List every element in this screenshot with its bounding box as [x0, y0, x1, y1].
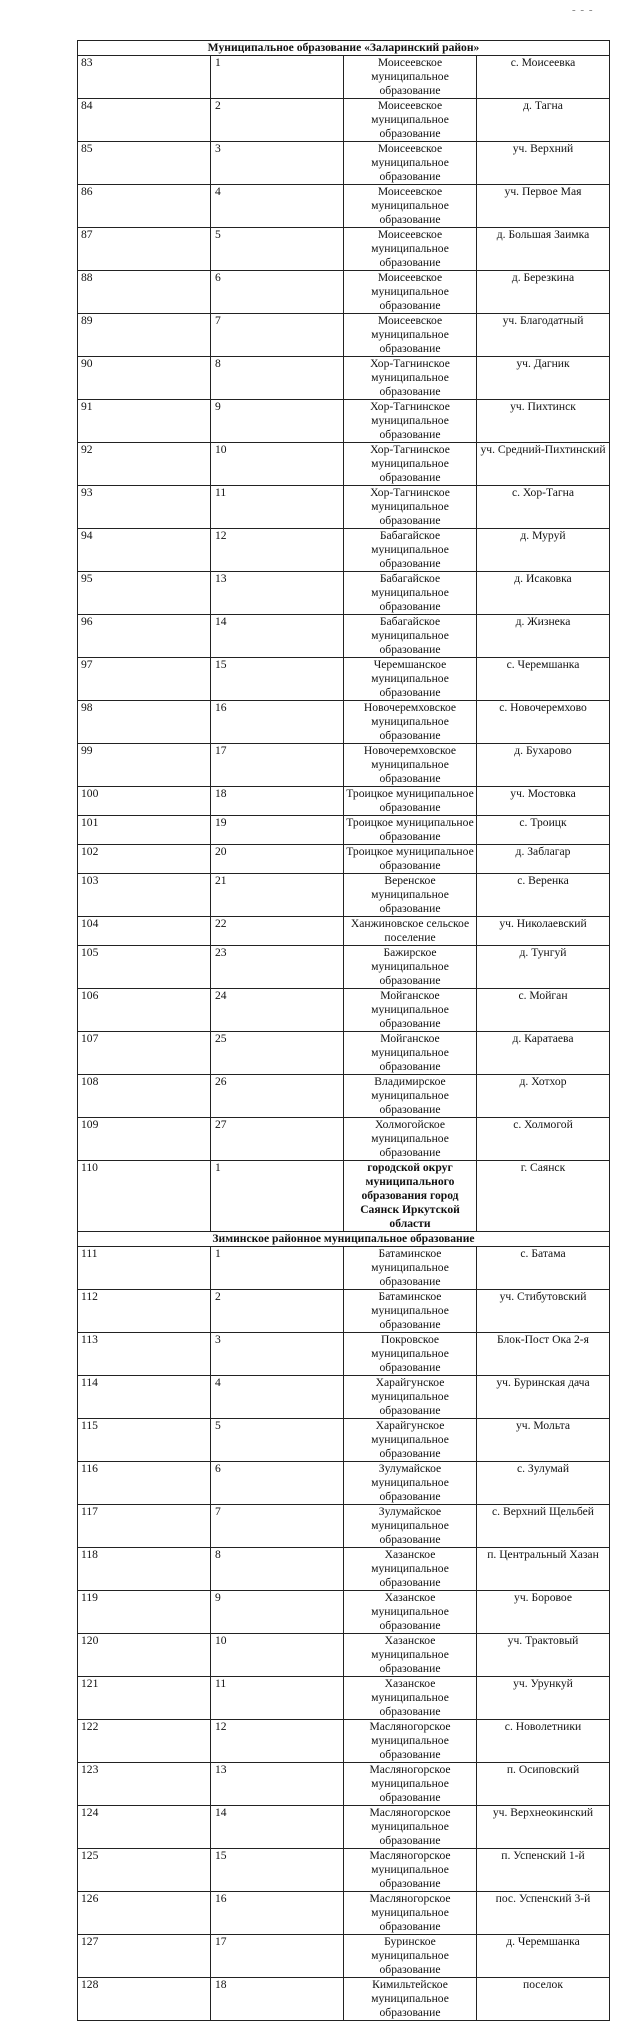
- row-subnumber: 4: [211, 1376, 344, 1419]
- municipality-name: Харайгунское муниципальное образование: [344, 1419, 477, 1462]
- row-subnumber: 26: [211, 1075, 344, 1118]
- settlement-name: уч. Благодатный: [477, 314, 610, 357]
- municipality-name: Мойганское муниципальное образование: [344, 989, 477, 1032]
- row-number: 100: [78, 787, 211, 816]
- row-number: 109: [78, 1118, 211, 1161]
- table-row: [78, 946, 610, 989]
- settlement-name: с. Троицк: [477, 816, 610, 845]
- settlement-name: с. Новолетники: [477, 1720, 610, 1763]
- municipality-name: Бажирское муниципальное образование: [344, 946, 477, 989]
- row-number: 91: [78, 400, 211, 443]
- table-row: [78, 142, 610, 185]
- row-subnumber: 18: [211, 787, 344, 816]
- row-subnumber: 2: [211, 99, 344, 142]
- settlement-name: уч. Буринская дача: [477, 1376, 610, 1419]
- row-subnumber: 15: [211, 658, 344, 701]
- table-row: [78, 1935, 610, 1978]
- table-row: [78, 816, 610, 845]
- settlement-name: уч. Пихтинск: [477, 400, 610, 443]
- row-number: 118: [78, 1548, 211, 1591]
- municipality-name: Веренское муниципальное образование: [344, 874, 477, 917]
- row-number: 83: [78, 56, 211, 99]
- municipality-name: Мойганское муниципальное образование: [344, 1032, 477, 1075]
- section-title: Зиминское районное муниципальное образование: [78, 1232, 610, 1247]
- settlement-name: с. Мойган: [477, 989, 610, 1032]
- settlement-name: д. Жизнека: [477, 615, 610, 658]
- row-subnumber: 22: [211, 917, 344, 946]
- table-row: [78, 701, 610, 744]
- municipality-name: Троицкое муниципальное образование: [344, 816, 477, 845]
- table-row: [78, 1548, 610, 1591]
- table-row: [78, 1720, 610, 1763]
- row-subnumber: 16: [211, 701, 344, 744]
- row-subnumber: 5: [211, 1419, 344, 1462]
- row-number: 113: [78, 1333, 211, 1376]
- table-row: [78, 1806, 610, 1849]
- municipality-name: Буринское муниципальное образование: [344, 1935, 477, 1978]
- settlement-name: с. Холмогой: [477, 1118, 610, 1161]
- row-number: 94: [78, 529, 211, 572]
- table-row: [78, 357, 610, 400]
- row-subnumber: 3: [211, 1333, 344, 1376]
- municipality-name: Владимирское муниципальное образование: [344, 1075, 477, 1118]
- settlement-name: д. Заблагар: [477, 845, 610, 874]
- row-number: 122: [78, 1720, 211, 1763]
- row-number: 127: [78, 1935, 211, 1978]
- row-subnumber: 16: [211, 1892, 344, 1935]
- table-row: [78, 443, 610, 486]
- row-number: 86: [78, 185, 211, 228]
- settlement-name: д. Бухарово: [477, 744, 610, 787]
- municipality-name: Моисеевское муниципальное образование: [344, 314, 477, 357]
- table-row: [78, 989, 610, 1032]
- row-subnumber: 8: [211, 357, 344, 400]
- row-number: 92: [78, 443, 211, 486]
- row-subnumber: 23: [211, 946, 344, 989]
- row-number: 89: [78, 314, 211, 357]
- row-number: 111: [78, 1247, 211, 1290]
- row-subnumber: 15: [211, 1849, 344, 1892]
- municipality-name: Харайгунское муниципальное образование: [344, 1376, 477, 1419]
- table-row: [78, 314, 610, 357]
- row-subnumber: 27: [211, 1118, 344, 1161]
- table-row: [78, 400, 610, 443]
- municipality-name: Черемшанское муниципальное образование: [344, 658, 477, 701]
- table-row: [78, 1978, 610, 2021]
- row-number: 98: [78, 701, 211, 744]
- row-subnumber: 9: [211, 400, 344, 443]
- municipality-name: Моисеевское муниципальное образование: [344, 56, 477, 99]
- row-subnumber: 17: [211, 1935, 344, 1978]
- row-subnumber: 2: [211, 1290, 344, 1333]
- municipality-name: городской округ муниципального образования город Саянск Иркутской области: [344, 1161, 477, 1232]
- table-row: [78, 787, 610, 816]
- municipality-name: Моисеевское муниципальное образование: [344, 185, 477, 228]
- table-row: [78, 572, 610, 615]
- row-number: 128: [78, 1978, 211, 2021]
- table-row: [78, 1419, 610, 1462]
- settlement-name: с. Веренка: [477, 874, 610, 917]
- municipality-name: Бабагайское муниципальное образование: [344, 615, 477, 658]
- row-subnumber: 7: [211, 314, 344, 357]
- row-number: 90: [78, 357, 211, 400]
- row-subnumber: 13: [211, 1763, 344, 1806]
- settlement-name: уч. Дагник: [477, 357, 610, 400]
- row-number: 87: [78, 228, 211, 271]
- row-subnumber: 10: [211, 1634, 344, 1677]
- municipality-name: Моисеевское муниципальное образование: [344, 228, 477, 271]
- row-number: 107: [78, 1032, 211, 1075]
- municipality-name: Моисеевское муниципальное образование: [344, 142, 477, 185]
- row-number: 99: [78, 744, 211, 787]
- municipality-name: Покровское муниципальное образование: [344, 1333, 477, 1376]
- row-subnumber: 18: [211, 1978, 344, 2021]
- municipality-name: Холмогойское муниципальное образование: [344, 1118, 477, 1161]
- row-number: 112: [78, 1290, 211, 1333]
- municipality-name: Кимильтейское муниципальное образование: [344, 1978, 477, 2021]
- row-number: 97: [78, 658, 211, 701]
- settlement-name: д. Большая Заимка: [477, 228, 610, 271]
- row-subnumber: 13: [211, 572, 344, 615]
- row-subnumber: 20: [211, 845, 344, 874]
- row-subnumber: 11: [211, 1677, 344, 1720]
- settlement-name: уч. Боровое: [477, 1591, 610, 1634]
- municipality-name: Хор-Тагнинское муниципальное образование: [344, 486, 477, 529]
- row-subnumber: 6: [211, 271, 344, 314]
- table-row: [78, 529, 610, 572]
- row-number: 123: [78, 1763, 211, 1806]
- municipality-name: Масляногорское муниципальное образование: [344, 1720, 477, 1763]
- row-number: 95: [78, 572, 211, 615]
- row-number: 121: [78, 1677, 211, 1720]
- row-number: 110: [78, 1161, 211, 1232]
- row-number: 117: [78, 1505, 211, 1548]
- row-number: 102: [78, 845, 211, 874]
- table-row: [78, 658, 610, 701]
- row-subnumber: 7: [211, 1505, 344, 1548]
- row-subnumber: 19: [211, 816, 344, 845]
- row-number: 85: [78, 142, 211, 185]
- row-subnumber: 12: [211, 529, 344, 572]
- municipality-name: Масляногорское муниципальное образование: [344, 1806, 477, 1849]
- row-number: 115: [78, 1419, 211, 1462]
- row-number: 101: [78, 816, 211, 845]
- municipality-name: Масляногорское муниципальное образование: [344, 1892, 477, 1935]
- row-subnumber: 4: [211, 185, 344, 228]
- municipality-name: Хор-Тагнинское муниципальное образование: [344, 443, 477, 486]
- row-number: 114: [78, 1376, 211, 1419]
- settlement-name: уч. Урункуй: [477, 1677, 610, 1720]
- table-row: [78, 1462, 610, 1505]
- municipality-name: Моисеевское муниципальное образование: [344, 271, 477, 314]
- table-row: [78, 99, 610, 142]
- table-row: [78, 1247, 610, 1290]
- settlement-name: с. Новочеремхово: [477, 701, 610, 744]
- municipality-name: Моисеевское муниципальное образование: [344, 99, 477, 142]
- municipality-name: Хор-Тагнинское муниципальное образование: [344, 357, 477, 400]
- settlement-name: уч. Николаевский: [477, 917, 610, 946]
- row-number: 103: [78, 874, 211, 917]
- row-number: 104: [78, 917, 211, 946]
- settlement-name: уч. Мостовка: [477, 787, 610, 816]
- row-subnumber: 14: [211, 1806, 344, 1849]
- row-number: 126: [78, 1892, 211, 1935]
- row-number: 108: [78, 1075, 211, 1118]
- settlement-name: д. Черемшанка: [477, 1935, 610, 1978]
- settlement-name: уч. Трактовый: [477, 1634, 610, 1677]
- municipality-name: Бабагайское муниципальное образование: [344, 529, 477, 572]
- settlements-table: [77, 40, 610, 2021]
- row-number: 125: [78, 1849, 211, 1892]
- municipality-name: Троицкое муниципальное образование: [344, 787, 477, 816]
- table-row: [78, 744, 610, 787]
- table-row: [78, 1333, 610, 1376]
- section-title: Муниципальное образование «Заларинский район»: [78, 41, 610, 56]
- row-number: 84: [78, 99, 211, 142]
- row-subnumber: 14: [211, 615, 344, 658]
- row-subnumber: 3: [211, 142, 344, 185]
- row-subnumber: 11: [211, 486, 344, 529]
- municipality-name: Хор-Тагнинское муниципальное образование: [344, 400, 477, 443]
- settlement-name: уч. Стибутовский: [477, 1290, 610, 1333]
- row-subnumber: 17: [211, 744, 344, 787]
- settlement-name: уч. Верхний: [477, 142, 610, 185]
- row-number: 116: [78, 1462, 211, 1505]
- row-subnumber: 21: [211, 874, 344, 917]
- municipality-name: Хазанское муниципальное образование: [344, 1591, 477, 1634]
- table-row: [78, 917, 610, 946]
- settlement-name: пос. Успенский 3-й: [477, 1892, 610, 1935]
- settlement-name: уч. Мольта: [477, 1419, 610, 1462]
- settlement-name: Блок-Пост Ока 2-я: [477, 1333, 610, 1376]
- table-row: [78, 845, 610, 874]
- table-row: [78, 1849, 610, 1892]
- municipality-name: Хазанское муниципальное образование: [344, 1634, 477, 1677]
- table-row: [78, 1892, 610, 1935]
- row-number: 96: [78, 615, 211, 658]
- table-row: [78, 1075, 610, 1118]
- row-number: 106: [78, 989, 211, 1032]
- settlement-name: уч. Верхнеокинский: [477, 1806, 610, 1849]
- table-row: [78, 1677, 610, 1720]
- table-row: [78, 56, 610, 99]
- row-number: 105: [78, 946, 211, 989]
- settlement-name: с. Зулумай: [477, 1462, 610, 1505]
- settlement-name: д. Исаковка: [477, 572, 610, 615]
- settlement-name: п. Осиповский: [477, 1763, 610, 1806]
- row-number: 124: [78, 1806, 211, 1849]
- row-subnumber: 25: [211, 1032, 344, 1075]
- row-subnumber: 24: [211, 989, 344, 1032]
- row-subnumber: 1: [211, 1247, 344, 1290]
- settlement-name: г. Саянск: [477, 1161, 610, 1232]
- row-number: 93: [78, 486, 211, 529]
- settlement-name: с. Батама: [477, 1247, 610, 1290]
- settlement-name: д. Хотхор: [477, 1075, 610, 1118]
- row-subnumber: 1: [211, 1161, 344, 1232]
- table-row: [78, 271, 610, 314]
- settlement-name: с. Верхний Щельбей: [477, 1505, 610, 1548]
- row-subnumber: 6: [211, 1462, 344, 1505]
- table-row: [78, 874, 610, 917]
- table-row: [78, 1634, 610, 1677]
- municipality-name: Хазанское муниципальное образование: [344, 1548, 477, 1591]
- settlement-name: с. Хор-Тагна: [477, 486, 610, 529]
- row-subnumber: 1: [211, 56, 344, 99]
- table-row: [78, 1591, 610, 1634]
- settlement-name: д. Муруй: [477, 529, 610, 572]
- table-row: [78, 1118, 610, 1161]
- settlement-name: д. Березкина: [477, 271, 610, 314]
- row-subnumber: 8: [211, 1548, 344, 1591]
- corner-mark: - - -: [572, 4, 594, 16]
- settlement-name: с. Черемшанка: [477, 658, 610, 701]
- settlements-table-body: [78, 41, 610, 2021]
- municipality-name: Батаминское муниципальное образование: [344, 1290, 477, 1333]
- table-row: [78, 615, 610, 658]
- settlement-name: д. Каратаева: [477, 1032, 610, 1075]
- settlement-name: уч. Первое Мая: [477, 185, 610, 228]
- table-row: [78, 1161, 610, 1232]
- section-header-row: [78, 41, 610, 56]
- row-subnumber: 10: [211, 443, 344, 486]
- table-row: [78, 1290, 610, 1333]
- municipality-name: Зулумайское муниципальное образование: [344, 1505, 477, 1548]
- settlement-name: с. Моисеевка: [477, 56, 610, 99]
- settlement-name: п. Центральный Хазан: [477, 1548, 610, 1591]
- table-row: [78, 1376, 610, 1419]
- row-subnumber: 12: [211, 1720, 344, 1763]
- municipality-name: Масляногорское муниципальное образование: [344, 1763, 477, 1806]
- row-number: 88: [78, 271, 211, 314]
- row-subnumber: 9: [211, 1591, 344, 1634]
- table-row: [78, 1763, 610, 1806]
- municipality-name: Хазанское муниципальное образование: [344, 1677, 477, 1720]
- settlement-name: поселок: [477, 1978, 610, 2021]
- settlement-name: уч. Средний-Пихтинский: [477, 443, 610, 486]
- municipality-name: Батаминское муниципальное образование: [344, 1247, 477, 1290]
- settlement-name: п. Успенский 1-й: [477, 1849, 610, 1892]
- table-row: [78, 486, 610, 529]
- settlement-name: д. Тунгуй: [477, 946, 610, 989]
- table-row: [78, 185, 610, 228]
- table-row: [78, 228, 610, 271]
- municipality-name: Зулумайское муниципальное образование: [344, 1462, 477, 1505]
- section-header-row: [78, 1232, 610, 1247]
- settlement-name: д. Тагна: [477, 99, 610, 142]
- table-row: [78, 1032, 610, 1075]
- table-row: [78, 1505, 610, 1548]
- row-number: 120: [78, 1634, 211, 1677]
- municipality-name: Троицкое муниципальное образование: [344, 845, 477, 874]
- municipality-name: Бабагайское муниципальное образование: [344, 572, 477, 615]
- municipality-name: Новочеремховское муниципальное образование: [344, 701, 477, 744]
- municipality-name: Масляногорское муниципальное образование: [344, 1849, 477, 1892]
- row-number: 119: [78, 1591, 211, 1634]
- row-subnumber: 5: [211, 228, 344, 271]
- municipality-name: Ханжиновское сельское поселение: [344, 917, 477, 946]
- municipality-name: Новочеремховское муниципальное образование: [344, 744, 477, 787]
